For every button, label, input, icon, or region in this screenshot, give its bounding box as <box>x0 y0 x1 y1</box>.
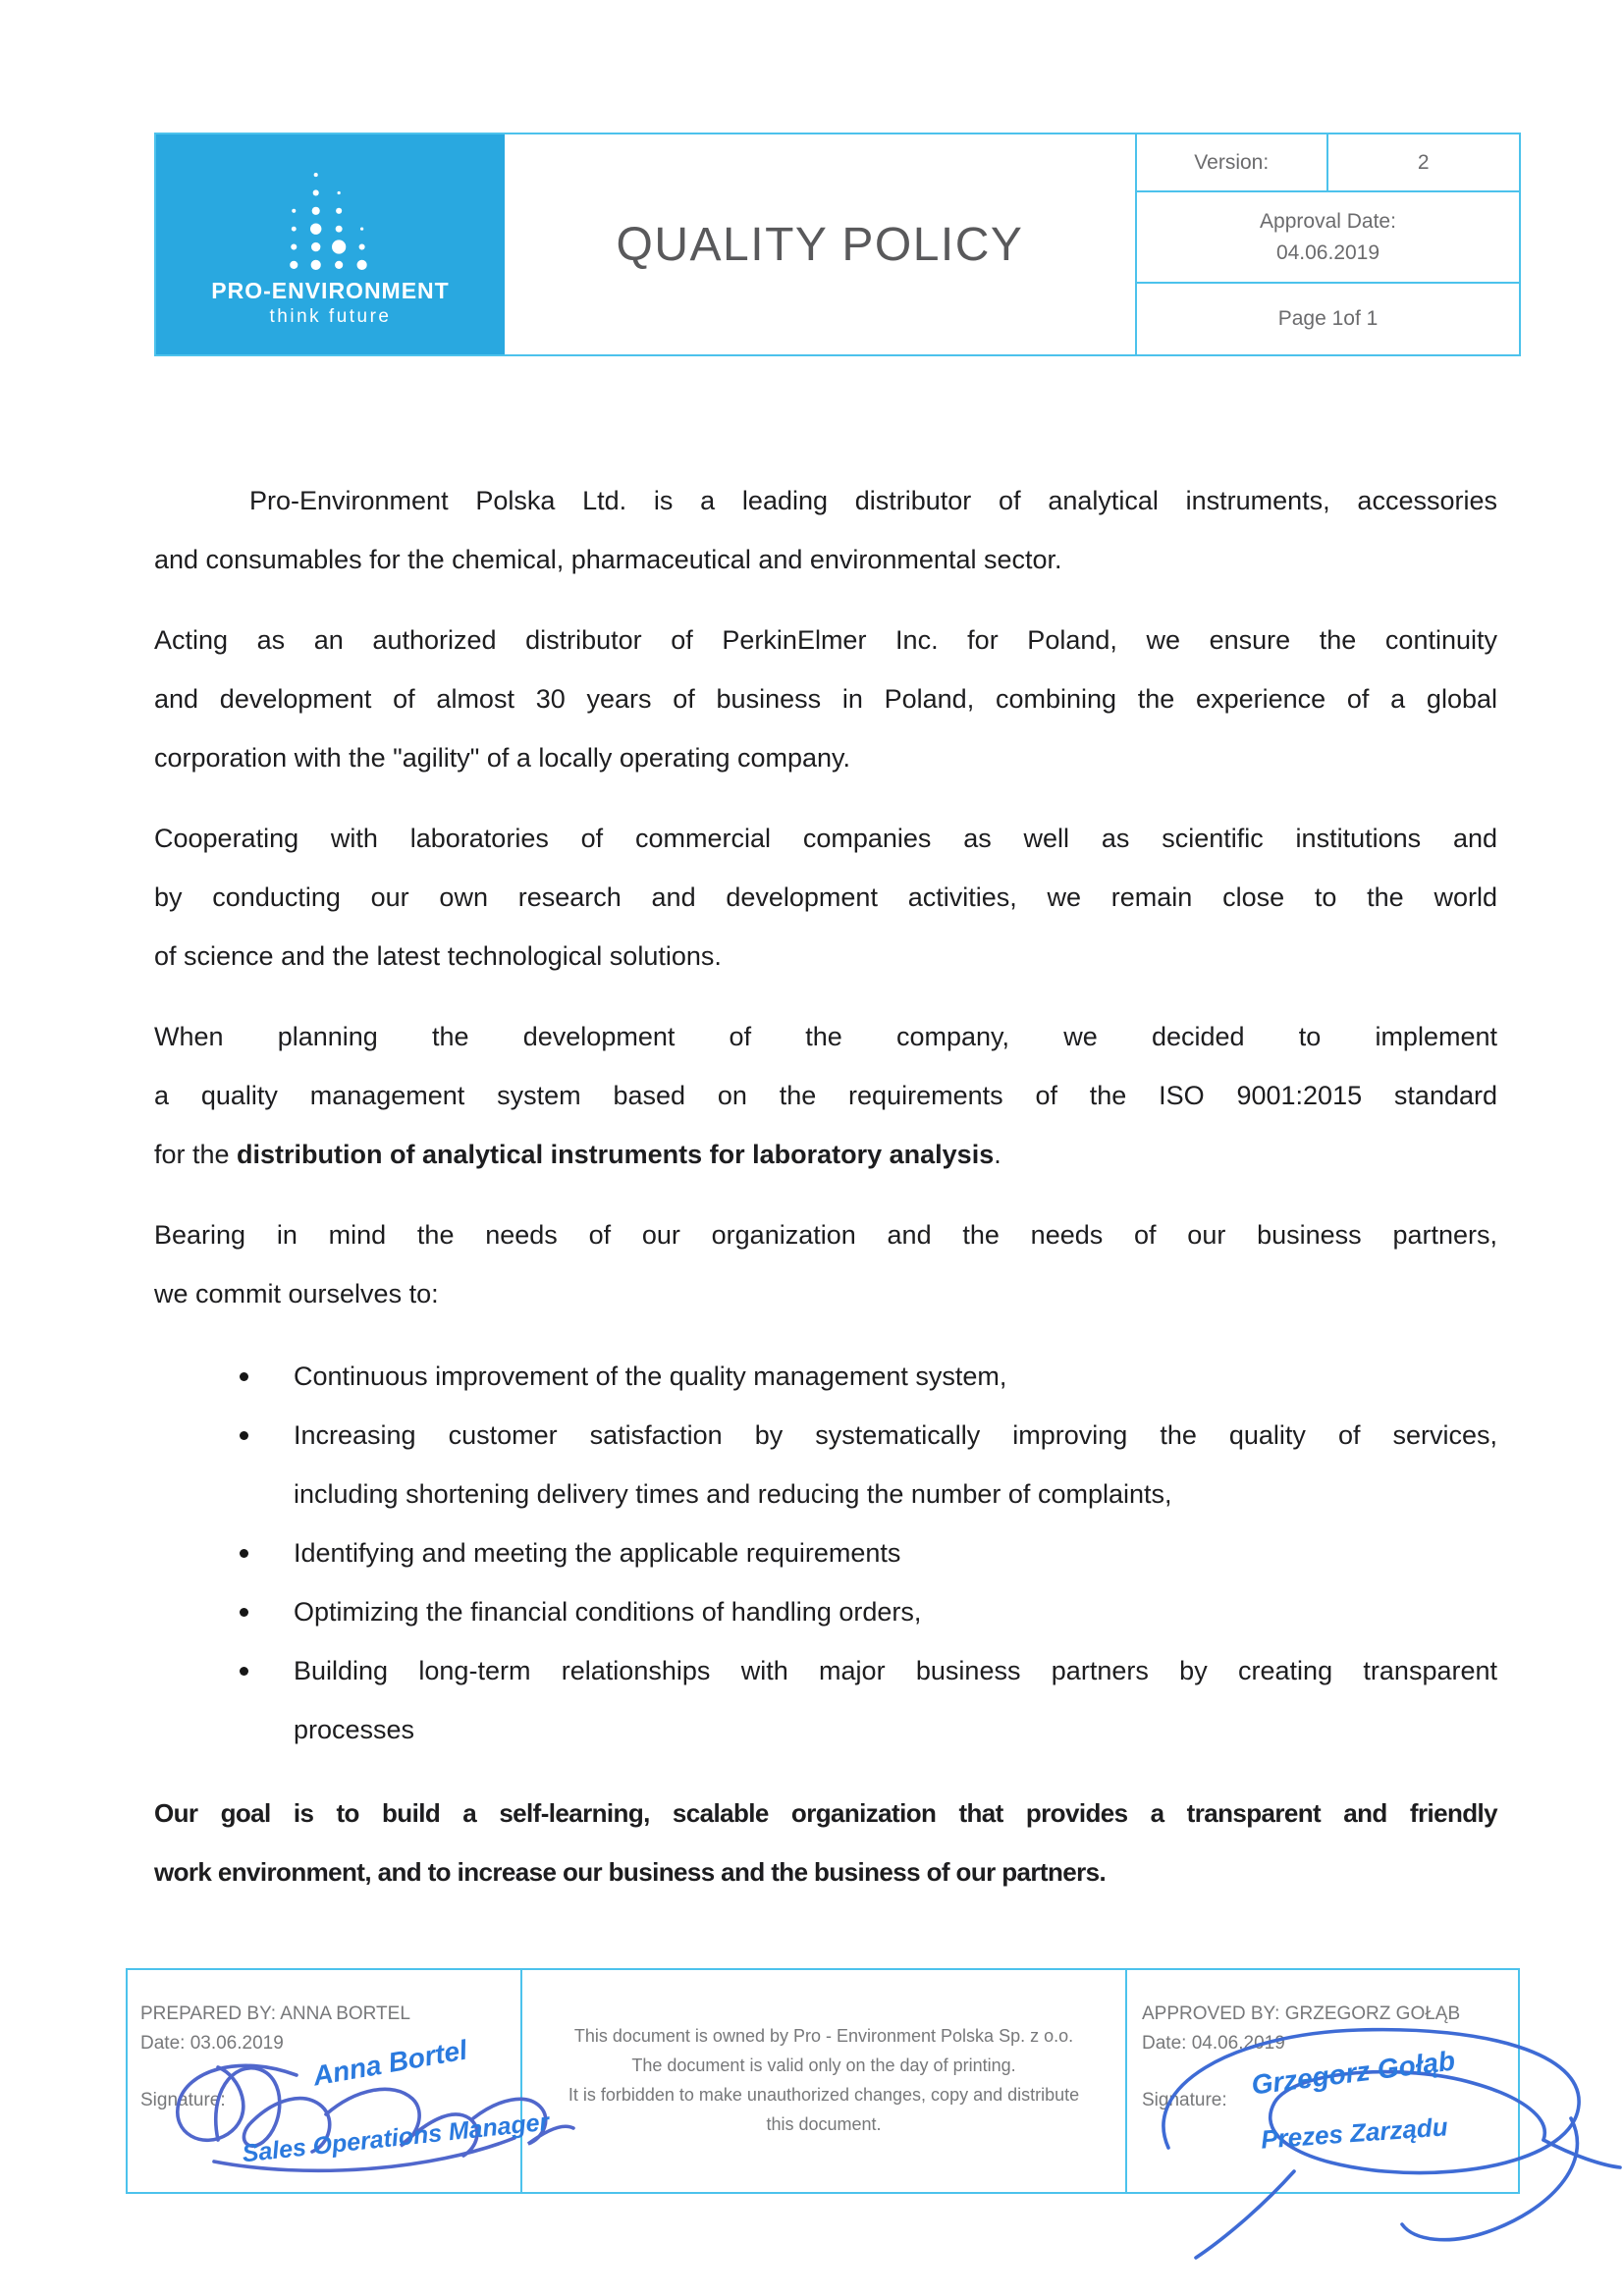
document-title: QUALITY POLICY <box>616 218 1024 271</box>
header-info-table <box>1135 134 1519 354</box>
grzegorz-stamp-name: Grzegorz Gołąb <box>1249 2045 1457 2101</box>
approval-date-cell <box>1137 192 1519 284</box>
paragraph <box>154 471 1497 589</box>
notice-line: The document is valid only on the day of printing. <box>631 2056 1016 2075</box>
text-line <box>294 1582 1497 1641</box>
commitment-list <box>154 1347 1497 1759</box>
text-line <box>154 927 1497 986</box>
text: Bearing in mind the needs of our organization and the needs of our business partners, <box>154 1220 1497 1250</box>
text: Our goal is to build a self-learning, scalable organization that provides a transparent and friendly <box>154 1798 1497 1828</box>
bold-text: distribution of analytical instruments for laboratory analysis <box>237 1140 995 1169</box>
logo-company-name: PRO-ENVIRONMENT <box>211 278 450 303</box>
text-line <box>154 1205 1497 1264</box>
text: corporation with the "agility" of a locally operating company. <box>154 743 851 773</box>
approval-date-label: Approval Date: <box>1260 209 1396 233</box>
version-label: Version: <box>1137 134 1328 190</box>
grzegorz-stamp-role: Prezes Zarządu <box>1260 2111 1449 2155</box>
text: including shortening delivery times and reducing the number of complaints, <box>294 1479 1172 1509</box>
text-line <box>154 1264 1497 1323</box>
notice-line: This document is owned by Pro - Environment Polska Sp. z o.o. <box>573 2026 1074 2046</box>
text: work environment, and to increase our business and the business of our partners. <box>154 1857 1107 1887</box>
text-line <box>154 611 1497 669</box>
text: Acting as an authorized distributor of PerkinElmer Inc. for Poland, we ensure the continuity <box>154 625 1497 655</box>
text-line <box>154 1842 1497 1901</box>
text: Increasing customer satisfaction by systematically improving the quality of services, <box>294 1420 1497 1450</box>
text: we commit ourselves to: <box>154 1279 439 1308</box>
text: and consumables for the chemical, pharmaceutical and environmental sector. <box>154 545 1062 574</box>
intro-paragraphs <box>154 471 1497 1323</box>
text: of science and the latest technological solutions. <box>154 941 722 971</box>
text: . <box>994 1140 1001 1169</box>
notice-line: It is forbidden to make unauthorized changes, copy and distribute <box>568 2085 1080 2105</box>
paragraph <box>154 1205 1497 1323</box>
text-line <box>294 1406 1497 1465</box>
paragraph <box>154 611 1497 787</box>
policy-text <box>154 471 1497 1901</box>
text-line <box>294 1523 1497 1582</box>
text: for the <box>154 1140 238 1169</box>
logo-dots-icon <box>284 170 378 272</box>
text: processes <box>294 1715 415 1744</box>
bullet-icon <box>240 1431 248 1440</box>
text-line <box>294 1465 1497 1523</box>
text: Building long-term relationships with major business partners by creating transparent <box>294 1656 1497 1685</box>
company-logo <box>156 134 505 354</box>
bullet-icon <box>240 1549 248 1558</box>
paragraph <box>154 1007 1497 1184</box>
version-row <box>1137 134 1519 192</box>
closing-statement <box>154 1784 1497 1901</box>
logo-tagline: think future <box>269 306 392 327</box>
document-notice <box>522 1970 1127 2192</box>
text-line <box>154 1125 1497 1184</box>
prepared-date: Date: 03.06.2019 <box>140 2033 284 2054</box>
anna-stamp-name: Anna Bortel <box>310 2034 470 2092</box>
text-line <box>154 1007 1497 1066</box>
signature-label: Signature: <box>1142 2090 1227 2110</box>
list-item <box>154 1406 1497 1523</box>
bullet-icon <box>240 1372 248 1381</box>
page-number-cell: Page 1of 1 <box>1277 307 1379 330</box>
approved-date: Date: 04.06.2019 <box>1142 2033 1285 2054</box>
text: Continuous improvement of the quality management system, <box>294 1362 1007 1391</box>
text-line <box>154 530 1497 589</box>
approval-date-value: 04.06.2019 <box>1275 240 1380 264</box>
text: Optimizing the financial conditions of handling orders, <box>294 1597 922 1627</box>
paragraph <box>154 809 1497 986</box>
text: Pro-Environment Polska Ltd. is a leading distributor of analytical instruments, accessories <box>249 486 1497 515</box>
list-item <box>154 1582 1497 1641</box>
text: Identifying and meeting the applicable requirements <box>294 1538 901 1568</box>
version-value: 2 <box>1417 150 1430 174</box>
list-item <box>154 1347 1497 1406</box>
notice-line: this document. <box>766 2114 882 2134</box>
text: and development of almost 30 years of business in Poland, combining the experience of a global <box>154 684 1497 714</box>
anna-stamp-role: Sales Operations Manager <box>241 2108 551 2168</box>
text-line <box>294 1700 1497 1759</box>
text: by conducting our own research and development activities, we remain close to the world <box>154 882 1497 912</box>
text-line <box>154 471 1497 530</box>
approved-by-label: APPROVED BY: GRZEGORZ GOŁĄB <box>1142 2003 1461 2024</box>
text-line <box>294 1641 1497 1700</box>
signature-label: Signature: <box>140 2090 226 2110</box>
header-table <box>154 133 1521 356</box>
bullet-icon <box>240 1608 248 1617</box>
text: a quality management system based on the requirements of the ISO 9001:2015 standard <box>154 1081 1497 1110</box>
prepared-by-label: PREPARED BY: ANNA BORTEL <box>140 2003 410 2024</box>
text: When planning the development of the company, we decided to implement <box>154 1022 1497 1051</box>
text-line <box>154 728 1497 787</box>
bullet-icon <box>240 1667 248 1676</box>
list-item <box>154 1641 1497 1759</box>
text-line <box>154 868 1497 927</box>
text-line <box>154 669 1497 728</box>
text-line <box>294 1347 1497 1406</box>
text-line <box>154 1784 1497 1842</box>
text-line <box>154 1066 1497 1125</box>
list-item <box>154 1523 1497 1582</box>
text: Cooperating with laboratories of commercial companies as well as scientific institutions and <box>154 824 1497 853</box>
text-line <box>154 809 1497 868</box>
